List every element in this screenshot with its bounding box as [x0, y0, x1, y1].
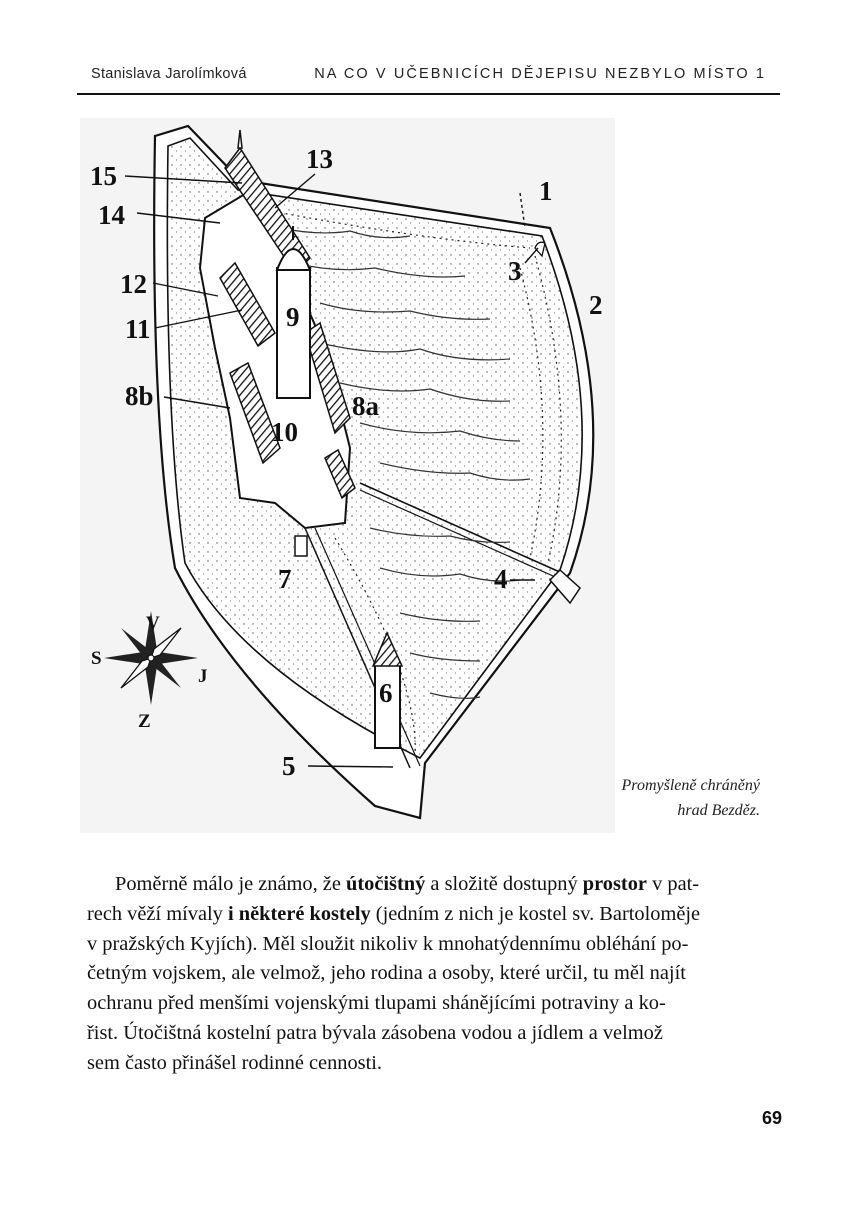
compass-west: S: [91, 648, 102, 669]
running-header: [77, 62, 780, 88]
label-5: 5: [282, 751, 296, 781]
paragraph-line-3: v pražských Kyjích). Měl sloužit nikoliv k mnohatýdennímu obléhání po-: [87, 932, 689, 955]
figure-caption: [560, 773, 760, 823]
header-author: Stanislava Jarolímková: [91, 66, 247, 82]
paragraph-line-5: ochranu před menšími vojenskými tlupami shánějícími potraviny a ko-: [87, 992, 666, 1015]
compass-north: V: [146, 613, 160, 634]
paragraph-line-6: řist. Útočištná kostelní patra bývala zásobena vodou a jídlem a velmož: [87, 1021, 663, 1044]
label-14: 14: [98, 200, 125, 230]
label-7: 7: [278, 564, 292, 594]
header-book-title: NA CO V UČEBNICÍCH DĚJEPISU NEZBYLO MÍSTO 1: [314, 66, 766, 82]
paragraph-line-1: Poměrně málo je známo, že útočištný a složitě dostupný prostor v pat-: [115, 873, 700, 895]
header-rule: [77, 93, 780, 95]
label-2: 2: [589, 290, 603, 320]
paragraph-line-2: rech věží mívaly i některé kostely (jedním z nich je kostel sv. Bartoloměje: [87, 902, 701, 925]
caption-line-2: hrad Bezděz.: [677, 802, 760, 819]
label-13: 13: [306, 144, 333, 174]
label-11: 11: [125, 314, 151, 344]
compass-east: J: [198, 666, 208, 687]
label-15: 15: [90, 161, 117, 191]
caption-line-1: Promyšleně chráněný: [621, 777, 760, 794]
label-3: 3: [508, 256, 522, 286]
label-10: 10: [271, 417, 298, 447]
paragraph-line-4: četným vojskem, ale velmož, jeho rodina a osoby, které určil, tu měl najít: [87, 962, 686, 985]
label-9: 9: [286, 302, 300, 332]
castle-illustration: [80, 118, 615, 833]
label-12: 12: [120, 269, 147, 299]
compass-south: Z: [138, 711, 151, 732]
label-4: 4: [494, 564, 508, 594]
body-paragraph: [87, 870, 777, 1079]
label-6: 6: [379, 678, 393, 708]
castle-drawing: [80, 118, 615, 833]
label-8a: 8a: [352, 391, 379, 421]
paragraph-line-7: sem často přinášel rodinné cennosti.: [87, 1051, 383, 1074]
label-1: 1: [539, 176, 553, 206]
label-8b: 8b: [125, 381, 154, 411]
page-number: 69: [762, 1108, 783, 1128]
